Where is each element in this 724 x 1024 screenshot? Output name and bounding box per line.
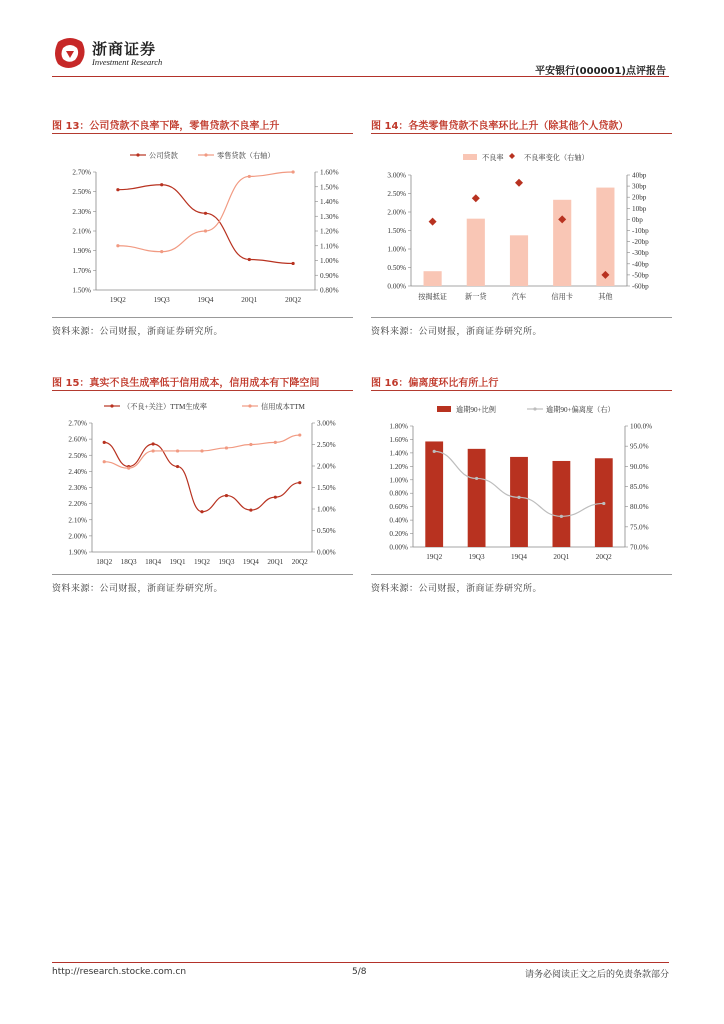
right-tick-label: 85.0%: [630, 483, 649, 491]
category-label: 其他: [598, 293, 613, 301]
left-tick-label: 2.00%: [387, 208, 406, 217]
scatter-point: [429, 218, 437, 226]
category-label: 20Q1: [241, 296, 258, 304]
left-tick-label: 0.00%: [387, 282, 406, 291]
left-tick-label: 1.00%: [389, 476, 408, 485]
line-point: [176, 449, 179, 452]
line-point: [433, 450, 436, 453]
figure-15-chart: [52, 396, 353, 576]
line-point: [116, 188, 119, 191]
figure-14-top-rule: [371, 133, 672, 134]
bar-汽车: [510, 235, 528, 286]
logo-chinese-name: 浙商证券: [92, 40, 157, 58]
line-point: [560, 515, 563, 518]
left-tick-label: 2.10%: [72, 227, 91, 236]
legend-label: 不良率: [482, 154, 504, 162]
right-tick-label: 0.80%: [320, 286, 339, 295]
series-line-0: [118, 185, 293, 264]
category-label: 19Q3: [468, 553, 485, 561]
figure-16-source: 资料来源：公司财报，浙商证券研究所。: [371, 584, 543, 594]
left-tick-label: 2.50%: [68, 451, 87, 460]
left-tick-label: 1.90%: [68, 548, 87, 557]
right-tick-label: 2.50%: [317, 441, 336, 449]
left-tick-label: 1.20%: [389, 462, 408, 471]
scatter-point: [515, 179, 523, 187]
left-tick-label: 2.10%: [68, 516, 87, 525]
right-tick-label: 75.0%: [630, 523, 649, 532]
left-tick-label: 3.00%: [387, 171, 406, 180]
legend-label: （不良+关注）TTM生成率: [123, 403, 207, 411]
series-line-0: [104, 442, 300, 511]
bar-19Q4: [510, 457, 528, 547]
bar-19Q3: [468, 449, 486, 547]
legend-label: 不良率变化（右轴）: [524, 154, 589, 162]
right-tick-label: 95.0%: [630, 442, 649, 451]
right-tick-label: 0.50%: [317, 527, 336, 535]
category-label: 19Q2: [426, 553, 443, 561]
left-tick-label: 2.20%: [68, 500, 87, 509]
category-label: 18Q2: [96, 558, 113, 566]
category-label: 20Q1: [267, 558, 284, 566]
right-tick-label: -20bp: [632, 238, 649, 247]
category-label: 20Q1: [553, 553, 570, 561]
left-tick-label: 2.50%: [72, 188, 91, 197]
right-tick-label: 70.0%: [630, 543, 649, 552]
left-tick-label: 0.20%: [389, 530, 408, 539]
line-point: [127, 467, 130, 470]
line-point: [248, 258, 251, 261]
left-tick-label: 1.00%: [387, 245, 406, 254]
figure-16-bottom-rule: [371, 574, 672, 575]
line-point: [274, 441, 277, 444]
left-tick-label: 0.80%: [389, 489, 408, 498]
figure-16-chart: [371, 396, 672, 576]
left-tick-label: 0.00%: [389, 543, 408, 552]
line-point: [103, 460, 106, 463]
figure-13-bottom-rule: [52, 317, 353, 318]
right-tick-label: 10bp: [632, 204, 647, 213]
line-point: [298, 481, 301, 484]
footer-divider: [52, 962, 669, 963]
bar-20Q1: [552, 461, 570, 547]
right-tick-label: 1.50%: [320, 183, 339, 192]
right-tick-label: 1.50%: [317, 484, 336, 492]
legend-swatch-dot: [204, 153, 207, 156]
left-tick-label: 1.50%: [72, 286, 91, 295]
category-label: 19Q2: [194, 558, 210, 566]
category-label: 20Q2: [285, 296, 302, 304]
right-tick-label: 1.40%: [320, 198, 339, 206]
left-tick-label: 0.60%: [389, 503, 408, 512]
left-tick-label: 1.60%: [389, 435, 408, 444]
right-tick-label: 20bp: [632, 193, 647, 202]
line-point: [152, 442, 155, 445]
legend-label: 逾期90+偏离度（右）: [546, 406, 615, 414]
right-tick-label: -40bp: [632, 260, 649, 269]
right-tick-label: 0bp: [632, 215, 643, 224]
right-tick-label: 0.90%: [320, 271, 339, 280]
bar-按揭抵证: [424, 271, 442, 286]
left-tick-label: 2.50%: [387, 190, 406, 198]
figure-13-chart: [52, 140, 353, 320]
figure-14-title: 图 14：各类零售贷款不良率环比上升（除其他个人贷款）: [371, 121, 629, 132]
line-point: [292, 170, 295, 173]
category-label: 19Q4: [197, 296, 214, 304]
right-tick-label: 3.00%: [317, 419, 336, 428]
line-point: [204, 229, 207, 232]
line-point: [602, 502, 605, 505]
legend-label: 零售贷款（右轴）: [217, 152, 275, 160]
line-point: [160, 183, 163, 186]
category-label: 19Q2: [109, 296, 126, 304]
line-point: [225, 494, 228, 497]
legend-swatch: [437, 406, 451, 412]
left-tick-label: 2.30%: [68, 484, 87, 492]
bar-新一贷: [467, 219, 485, 286]
line-point: [292, 262, 295, 265]
figure-15-bottom-rule: [52, 574, 353, 575]
report-title: 平安银行(000001)点评报告: [535, 66, 666, 77]
left-tick-label: 2.00%: [68, 532, 87, 541]
line-point: [248, 175, 251, 178]
right-tick-label: -50bp: [632, 271, 649, 280]
logo-mark-icon: [52, 36, 88, 70]
category-label: 19Q4: [511, 553, 527, 561]
category-label: 按揭抵证: [418, 293, 447, 301]
footer-disclaimer: 请务必阅读正文之后的免责条款部分: [524, 970, 669, 980]
right-tick-label: 100.0%: [630, 422, 653, 431]
left-tick-label: 2.60%: [68, 435, 87, 444]
right-tick-label: 0.00%: [317, 548, 336, 557]
right-tick-label: 1.00%: [317, 505, 336, 514]
category-label: 信用卡: [551, 293, 573, 301]
line-point: [225, 446, 228, 449]
category-label: 19Q4: [242, 558, 259, 566]
category-label: 汽车: [511, 293, 527, 301]
bar-信用卡: [553, 200, 571, 286]
legend-swatch-dot: [248, 404, 251, 407]
figure-14-bottom-rule: [371, 317, 672, 318]
left-tick-label: 1.70%: [72, 266, 91, 275]
legend-swatch-dot: [136, 153, 139, 156]
line-point: [176, 465, 179, 468]
right-tick-label: 1.00%: [320, 257, 339, 265]
figure-15-source: 资料来源：公司财报，浙商证券研究所。: [52, 584, 224, 594]
figure-13-title: 图 13：公司贷款不良率下降，零售贷款不良率上升: [52, 121, 280, 132]
category-label: 新一贷: [465, 293, 487, 301]
left-tick-label: 1.40%: [389, 449, 408, 458]
right-tick-label: -10bp: [632, 227, 649, 235]
line-point: [200, 510, 203, 513]
left-tick-label: 1.90%: [72, 247, 91, 256]
right-tick-label: 1.30%: [320, 212, 339, 221]
figure-13-source: 资料来源：公司财报，浙商证券研究所。: [52, 327, 224, 337]
figure-16-top-rule: [371, 390, 672, 391]
legend-label: 信用成本TTM: [261, 403, 305, 411]
legend-label: 逾期90+比例: [456, 406, 496, 414]
header-divider: [52, 76, 669, 77]
logo-english-name: Investment Research: [92, 57, 163, 67]
right-tick-label: 1.10%: [320, 242, 339, 251]
company-logo: [52, 36, 182, 76]
line-point: [152, 449, 155, 452]
legend-swatch-dot: [533, 407, 536, 410]
line-point: [204, 212, 207, 215]
category-label: 19Q3: [153, 296, 170, 304]
right-tick-label: 1.60%: [320, 168, 339, 177]
line-point: [249, 443, 252, 446]
figure-16-title: 图 16：偏离度环比有所上行: [371, 378, 499, 389]
right-tick-label: 2.00%: [317, 462, 336, 471]
category-label: 18Q4: [145, 558, 162, 566]
line-point: [298, 433, 301, 436]
right-tick-label: -60bp: [632, 282, 649, 291]
category-label: 18Q3: [120, 558, 137, 566]
figure-14-chart: [371, 140, 672, 320]
line-point: [517, 496, 520, 499]
left-tick-label: 1.50%: [387, 227, 406, 235]
bar-19Q2: [425, 441, 443, 547]
right-tick-label: 90.0%: [630, 462, 649, 471]
left-tick-label: 2.70%: [72, 168, 91, 177]
left-tick-label: 2.40%: [68, 467, 87, 476]
category-label: 20Q2: [595, 553, 612, 561]
category-label: 19Q1: [169, 558, 186, 566]
legend-swatch: [463, 154, 477, 160]
page-number: 5/8: [352, 967, 367, 977]
right-tick-label: 30bp: [632, 182, 647, 191]
figure-15-title: 图 15：真实不良生成率低于信用成本，信用成本有下降空间: [52, 378, 320, 389]
category-label: 19Q3: [218, 558, 235, 566]
line-point: [160, 250, 163, 253]
left-tick-label: 0.50%: [387, 264, 406, 272]
line-point: [249, 508, 252, 511]
legend-label: 公司贷款: [149, 152, 178, 160]
line-point: [116, 244, 119, 247]
figure-13-top-rule: [52, 133, 353, 134]
left-tick-label: 2.30%: [72, 207, 91, 216]
footer-url[interactable]: http://research.stocke.com.cn: [52, 967, 187, 977]
left-tick-label: 2.70%: [68, 419, 87, 428]
category-label: 20Q2: [291, 558, 308, 566]
left-tick-label: 1.80%: [389, 422, 408, 431]
line-point: [200, 449, 203, 452]
line-point: [274, 496, 277, 499]
legend-swatch-dot: [110, 404, 113, 407]
right-tick-label: -30bp: [632, 249, 649, 258]
right-tick-label: 1.20%: [320, 227, 339, 236]
line-point: [475, 477, 478, 480]
right-tick-label: 40bp: [632, 171, 647, 180]
figure-14-source: 资料来源：公司财报，浙商证券研究所。: [371, 327, 543, 337]
scatter-point: [472, 194, 480, 202]
legend-swatch: [509, 153, 515, 159]
figure-15-top-rule: [52, 390, 353, 391]
left-tick-label: 0.40%: [389, 516, 408, 525]
line-point: [103, 441, 106, 444]
right-tick-label: 80.0%: [630, 503, 649, 512]
